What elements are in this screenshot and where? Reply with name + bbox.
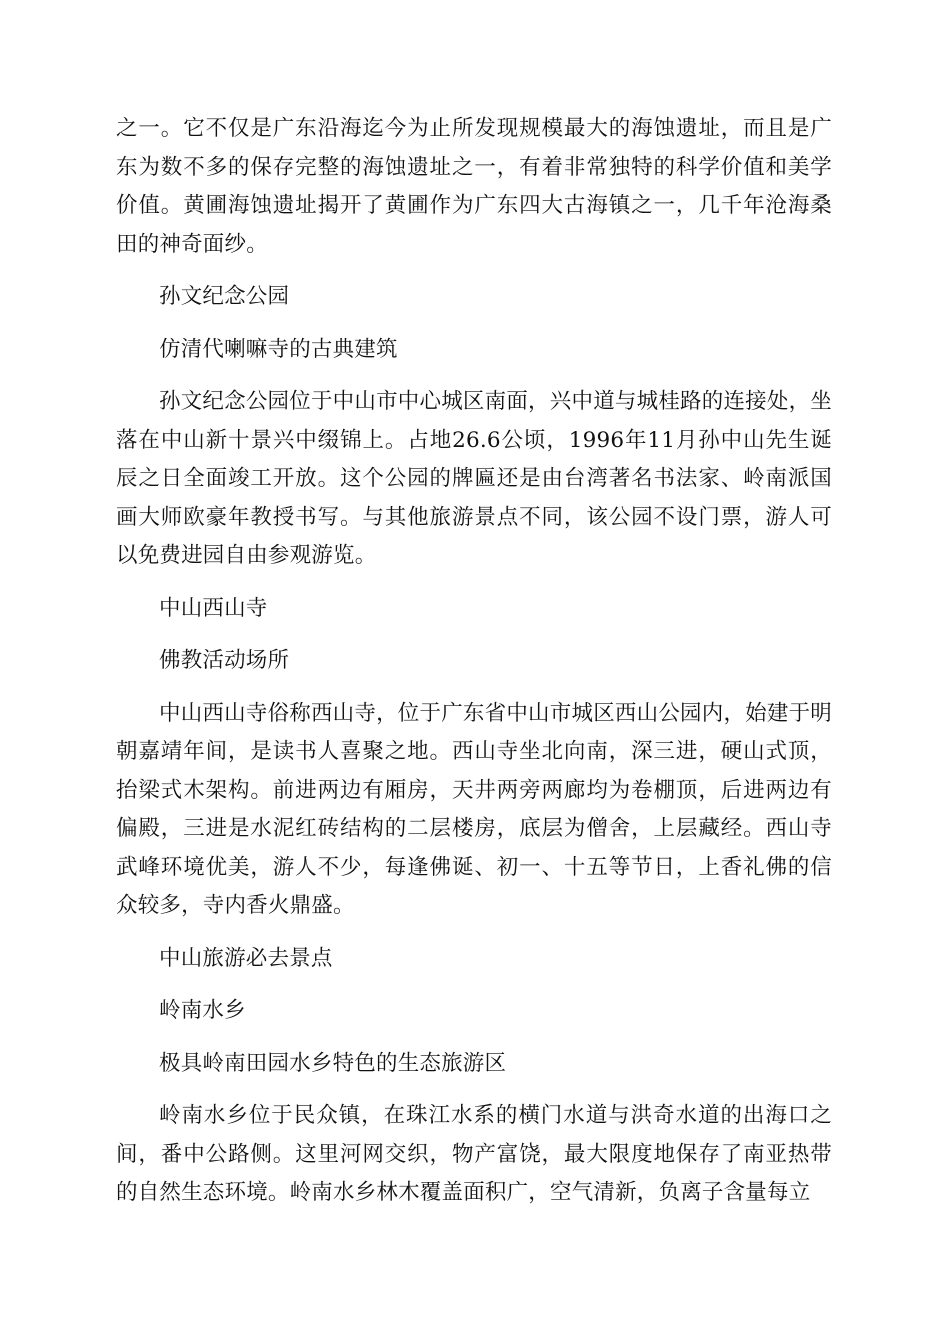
- heading-xishan-temple: 中山西山寺: [159, 595, 268, 621]
- subheading-xishan-temple: 佛教活动场所: [159, 648, 290, 673]
- paragraph-xishan-temple: 中山西山寺俗称西山寺，位于广东省中山市城区西山公园内，始建于明朝嘉靖年间，是读书人喜聚之地。西山寺坐北向南，深三进，硬山式顶，抬梁式木架构。前进两边有厢房，天井两旁两廊均为卷棚顶，后进两边有偏殿，三进是水泥红砖结构的二层楼房，底层为僧舍，上层藏经。西山寺武峰环境优美，游人不少，每逢佛诞、初一、十五等节日，上香礼佛的信众较多，寺内香火鼎盛。: [116, 700, 832, 918]
- heading-sunwen-park: 孙文纪念公园: [159, 284, 290, 309]
- paragraph-haishi-continued: 之一。它不仅是广东沿海迄今为止所发现规模最大的海蚀遗址，而且是广东为数不多的保存完整的海蚀遗址之一，有着非常独特的科学价值和美学价值。黄圃海蚀遗址揭开了黄圃作为广东四大古海镇之一，几千年沧海桑田的神奇面纱。: [116, 116, 832, 257]
- paragraph-lingnan-water-town: 岭南水乡位于民众镇，在珠江水系的横门水道与洪奇水道的出海口之间，番中公路侧。这里河网交织，物产富饶，最大限度地保存了南亚热带的自然生态环境。岭南水乡林木覆盖面积广，空气清新，负离子含量每立: [116, 1103, 832, 1205]
- document-body: [116, 110, 832, 1213]
- heading-lingnan-water-town: 岭南水乡: [159, 998, 246, 1023]
- subheading-lingnan-water-town: 极具岭南田园水乡特色的生态旅游区: [159, 1050, 507, 1076]
- paragraph-sunwen-park: 孙文纪念公园位于中山市中心城区南面，兴中道与城桂路的连接处，坐落在中山新十景兴中缀锦上。占地26.6公顷，1996年11月孙中山先生诞辰之日全面竣工开放。这个公园的牌匾还是由台湾著名书法家、岭南派国画大师欧豪年教授书写。与其他旅游景点不同，该公园不设门票，游人可以免费进园自由参观游览。: [116, 389, 832, 568]
- heading-must-visit: 中山旅游必去景点: [159, 945, 333, 971]
- subheading-sunwen-park: 仿清代喇嘛寺的古典建筑: [159, 336, 398, 362]
